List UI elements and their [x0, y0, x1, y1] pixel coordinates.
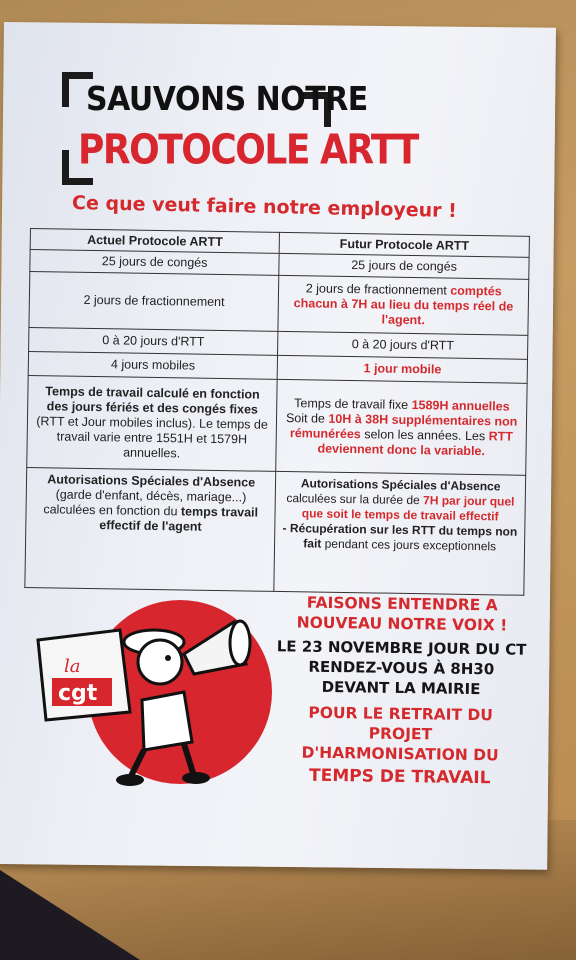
cell-text: (garde d'enfant, décès, mariage...) calculées en fonction du: [43, 487, 247, 519]
cell-text-bold: Autorisations Spéciales d'Absence: [300, 476, 501, 494]
table-row: [25, 467, 526, 595]
cell-text-red: comptés chacun à 7H au lieu du temps réel de l'agent.: [293, 283, 514, 328]
call-to-action: [275, 592, 528, 791]
header-future: Futur Protocole ARTT: [279, 232, 529, 257]
cell-text-red: 1589H annuelles: [411, 397, 510, 414]
cell-text: (RTT et Jour mobiles inclus). Le temps de travail varie entre 1551H et 1579H annuelles.: [36, 414, 268, 461]
cell-text: 2 jours de fractionnement: [305, 281, 451, 298]
cell-future: 1 jour mobile: [277, 355, 527, 383]
cell-text-red: 10H à 38H supplémentaires non rémunérées: [289, 411, 518, 441]
cell-current: 25 jours de congés: [30, 250, 280, 276]
cell-text: calculées sur la durée de: [286, 491, 424, 508]
table-row: [27, 375, 527, 475]
cell-text-red: RTT deviennent donc la variable.: [317, 428, 514, 458]
cta-line: FAISONS ENTENDRE A: [306, 593, 498, 615]
cgt-sign: [38, 630, 130, 720]
dark-corner: [0, 870, 140, 960]
cell-future: 0 à 20 jours d'RTT: [278, 331, 528, 359]
logo-text-la: la: [64, 656, 81, 677]
cell-text: Temps de travail fixe: [294, 395, 412, 412]
cell-text-bold: Temps de travail calculé en fonction des jours fériés et des congés fixes: [45, 384, 260, 417]
cta-line: DEVANT LA MAIRIE: [321, 677, 481, 699]
cell-text: Soit de: [285, 410, 329, 426]
cta-line: D'HARMONISATION DU: [301, 743, 499, 765]
cell-future: 25 jours de congés: [279, 253, 529, 279]
cell-future: [274, 471, 526, 595]
cta-line: LE 23 NOVEMBRE JOUR DU CT: [276, 637, 527, 659]
cell-future: [276, 379, 527, 475]
cell-future: [278, 275, 529, 335]
cell-current: 0 à 20 jours d'RTT: [29, 327, 279, 355]
cgt-mascot-illustration: [34, 592, 274, 792]
title-line-2: PROTOCOLE ARTT: [78, 126, 418, 175]
cell-text: selon les années. Les: [360, 426, 489, 443]
cell-current: [27, 375, 278, 471]
cta-line: POUR LE RETRAIT DU PROJET: [308, 703, 494, 744]
comparison-table: [24, 228, 530, 596]
cta-line: NOUVEAU NOTRE VOIX !: [296, 613, 508, 635]
header-current: Actuel Protocole ARTT: [30, 229, 280, 254]
cell-current: [25, 467, 276, 591]
cell-text-red: 7H par jour quel que soit le temps de travail effectif: [301, 493, 515, 524]
cta-line: TEMPS DE TRAVAIL: [308, 765, 491, 789]
cta-line: RENDEZ-VOUS À 8H30: [308, 657, 495, 679]
cell-current: 2 jours de fractionnement: [29, 272, 279, 332]
cell-current: 4 jours mobiles: [28, 351, 278, 379]
cell-text-bold: Autorisations Spéciales d'Absence: [47, 472, 256, 490]
subtitle: Ce que veut faire notre employeur !: [71, 191, 458, 223]
logo-text-cgt: cgt: [58, 681, 98, 706]
cell-text-bold: temps travail effectif de l'agent: [99, 504, 259, 534]
table-row: [29, 272, 529, 336]
title-line-1: SAUVONS NOTRE: [86, 80, 368, 119]
cell-text: pendant ces jours exceptionnels: [321, 536, 497, 554]
cell-text-bold: - Récupération sur les RTT du temps non fait: [282, 521, 518, 551]
